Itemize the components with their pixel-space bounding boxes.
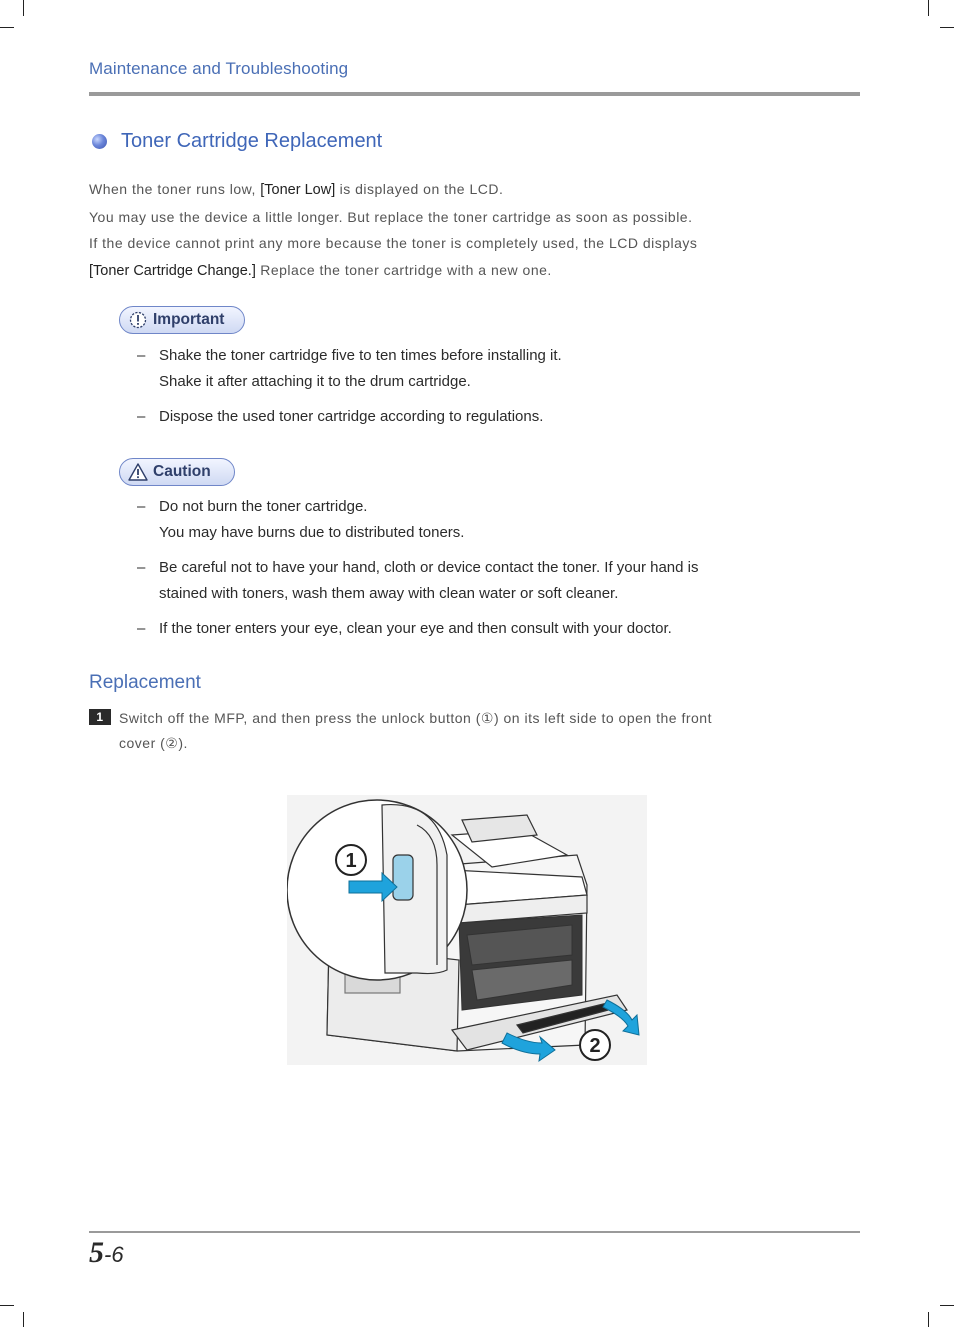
important-badge (119, 306, 245, 334)
bullet-sphere-icon (92, 134, 107, 149)
callout-2-label: 2 (589, 1035, 601, 1057)
intro-line: When the toner runs low, [Toner Low] is displayed on the LCD. (89, 181, 504, 198)
list-item: – Dispose the used toner cartridge according to regulations. (137, 408, 544, 425)
printer-illustration (287, 795, 647, 1065)
lcd-message: [Toner Cartridge Change.] (89, 262, 256, 279)
crop-mark (23, 1312, 24, 1327)
important-list (137, 343, 837, 439)
important-label: Important (153, 311, 225, 328)
list-item: – Shake the toner cartridge five to ten times before installing it. Shake it after attaching it to the drum cartridge. (137, 347, 562, 390)
intro-paragraph (89, 176, 849, 284)
replacement-heading: Replacement (89, 672, 201, 693)
intro-line: [Toner Cartridge Change.] Replace the toner cartridge with a new one. (89, 261, 552, 279)
warning-gear-icon (128, 310, 148, 330)
caution-badge (119, 458, 235, 486)
callout-2 (580, 1030, 610, 1060)
header-rule (89, 92, 860, 96)
step-1: 1 Switch off the MFP, and then press the unlock button (①) on its left side to open the front cover (②). (89, 706, 829, 756)
crop-mark (0, 27, 14, 28)
section-heading (92, 130, 382, 153)
callout-1-label: 1 (345, 850, 357, 872)
caution-label: Caution (153, 463, 211, 480)
page-number (89, 1236, 124, 1270)
crop-mark (940, 1305, 954, 1306)
warning-triangle-icon (128, 463, 148, 481)
caution-list (137, 494, 837, 651)
chapter-number: 5 (89, 1236, 104, 1269)
page-suffix: -6 (104, 1242, 124, 1267)
list-item: – Be careful not to have your hand, cloth or device contact the toner. If your hand is stained with toners, wash them away with clean water or soft cleaner. (137, 559, 699, 602)
footer-rule (89, 1231, 860, 1233)
crop-mark (928, 0, 929, 16)
lcd-message: [Toner Low] (260, 182, 336, 198)
list-item: – Do not burn the toner cartridge. You may have burns due to distributed toners. (137, 498, 465, 541)
running-header: Maintenance and Troubleshooting (89, 59, 349, 78)
callout-1 (336, 845, 366, 875)
step-number-badge: 1 (89, 709, 111, 725)
crop-mark (23, 0, 24, 16)
crop-mark (940, 27, 954, 28)
intro-line: If the device cannot print any more because the toner is completely used, the LCD displays (89, 235, 698, 251)
crop-mark (928, 1312, 929, 1327)
crop-mark (0, 1305, 14, 1306)
section-title: Toner Cartridge Replacement (121, 130, 383, 152)
intro-line: You may use the device a little longer. But replace the toner cartridge as soon as possible. (89, 208, 693, 225)
list-item: – If the toner enters your eye, clean your eye and then consult with your doctor. (137, 620, 672, 637)
